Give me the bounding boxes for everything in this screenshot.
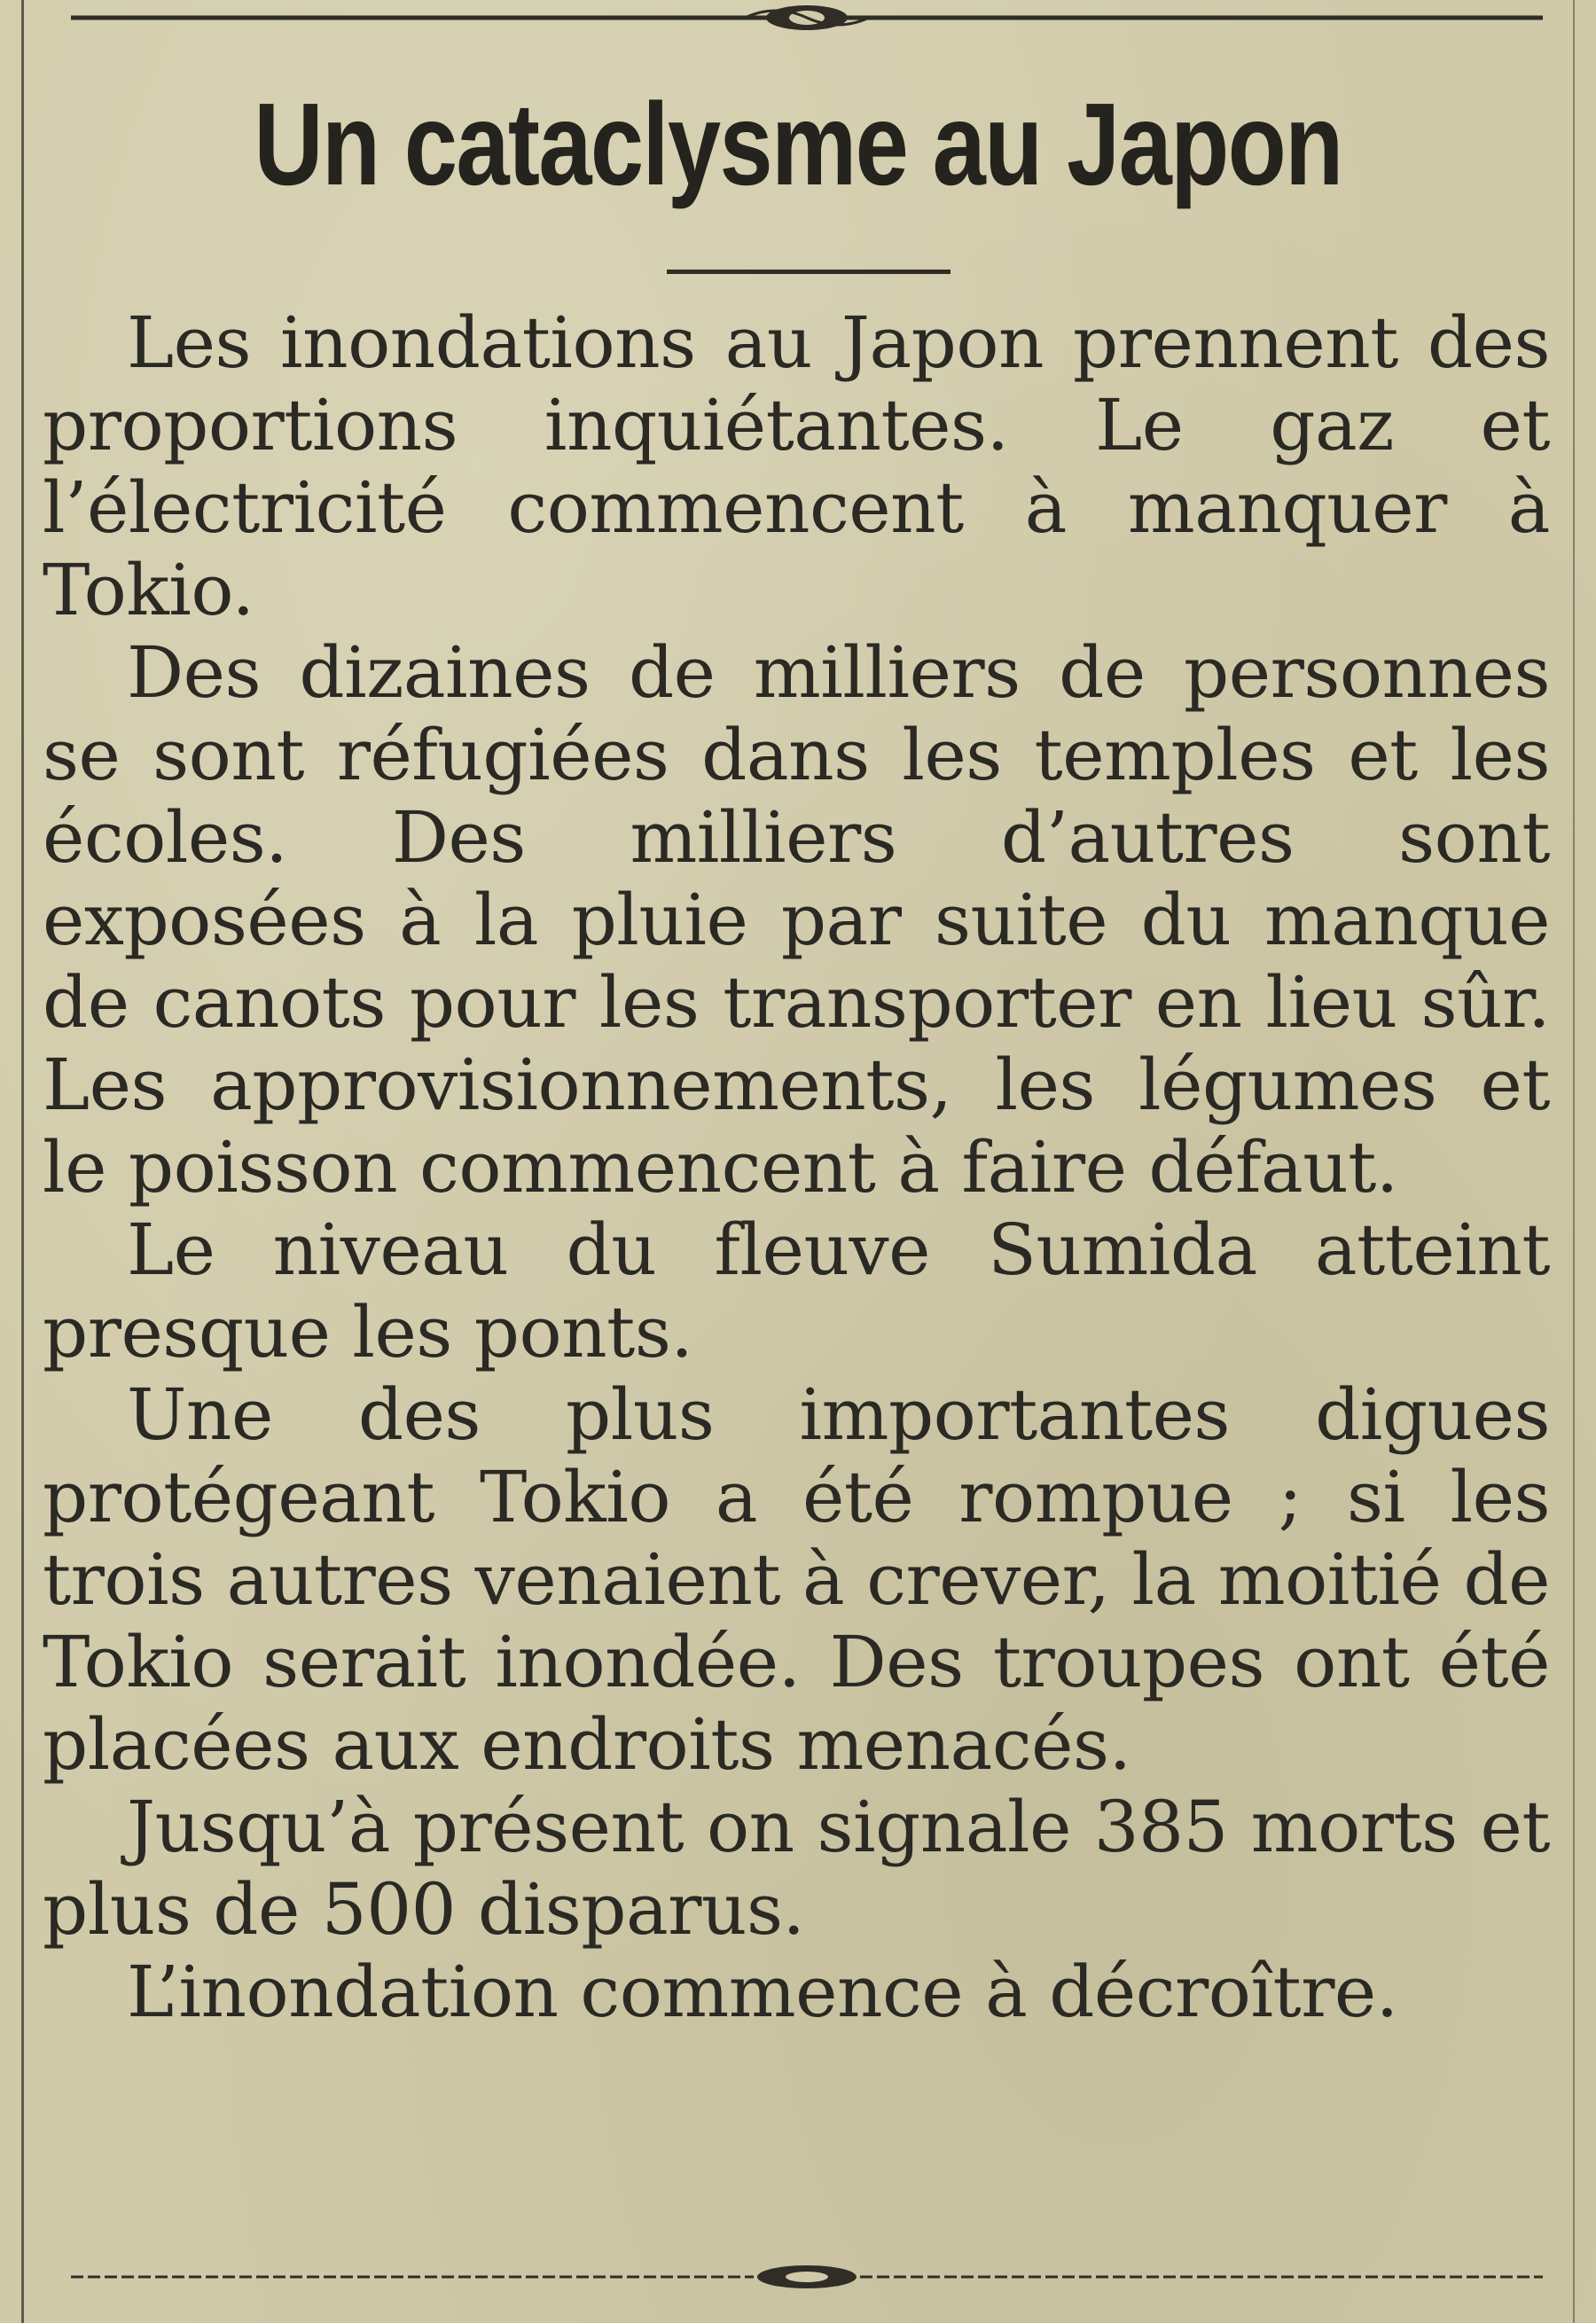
- article-paragraph: L’inondation commence à décroître.: [127, 1951, 1398, 2033]
- column-rule-left: [21, 0, 24, 2323]
- article-headline: Un cataclysme au Japon: [254, 79, 1342, 209]
- article-paragraph: Le niveau du fleuve Sumida atteint presque les ponts.: [43, 1208, 1550, 1373]
- headline-underline: [667, 270, 951, 274]
- column-rule-right: [1573, 0, 1575, 2323]
- bottom-ornamental-rule: [71, 2259, 1543, 2295]
- article-paragraph: Des dizaines de milliers de personnes se sont réfugiées dans les temples et les écoles. Des milliers d’autres sont exposées à la pluie par suite du manque de canots pour les transporter en lieu sûr. Les approvisionnements, les légumes et le poisson commencent à faire défaut.: [43, 631, 1550, 1208]
- article-paragraph: Une des plus importantes digues protégeant Tokio a été rompue ; si les trois autres venaient à crever, la moitié de Tokio serait inondée. Des troupes ont été placées aux endroits menacés.: [43, 1373, 1550, 1786]
- article-paragraph: Les inondations au Japon prennent des proportions inquiétantes. Le gaz et l’électricité commencent à manquer à Tokio.: [43, 301, 1550, 631]
- article-paragraph: Jusqu’à présent on signale 385 morts et plus de 500 disparus.: [43, 1786, 1550, 1951]
- article-body: [43, 301, 1550, 2033]
- top-ornamental-rule: [71, 2, 1543, 37]
